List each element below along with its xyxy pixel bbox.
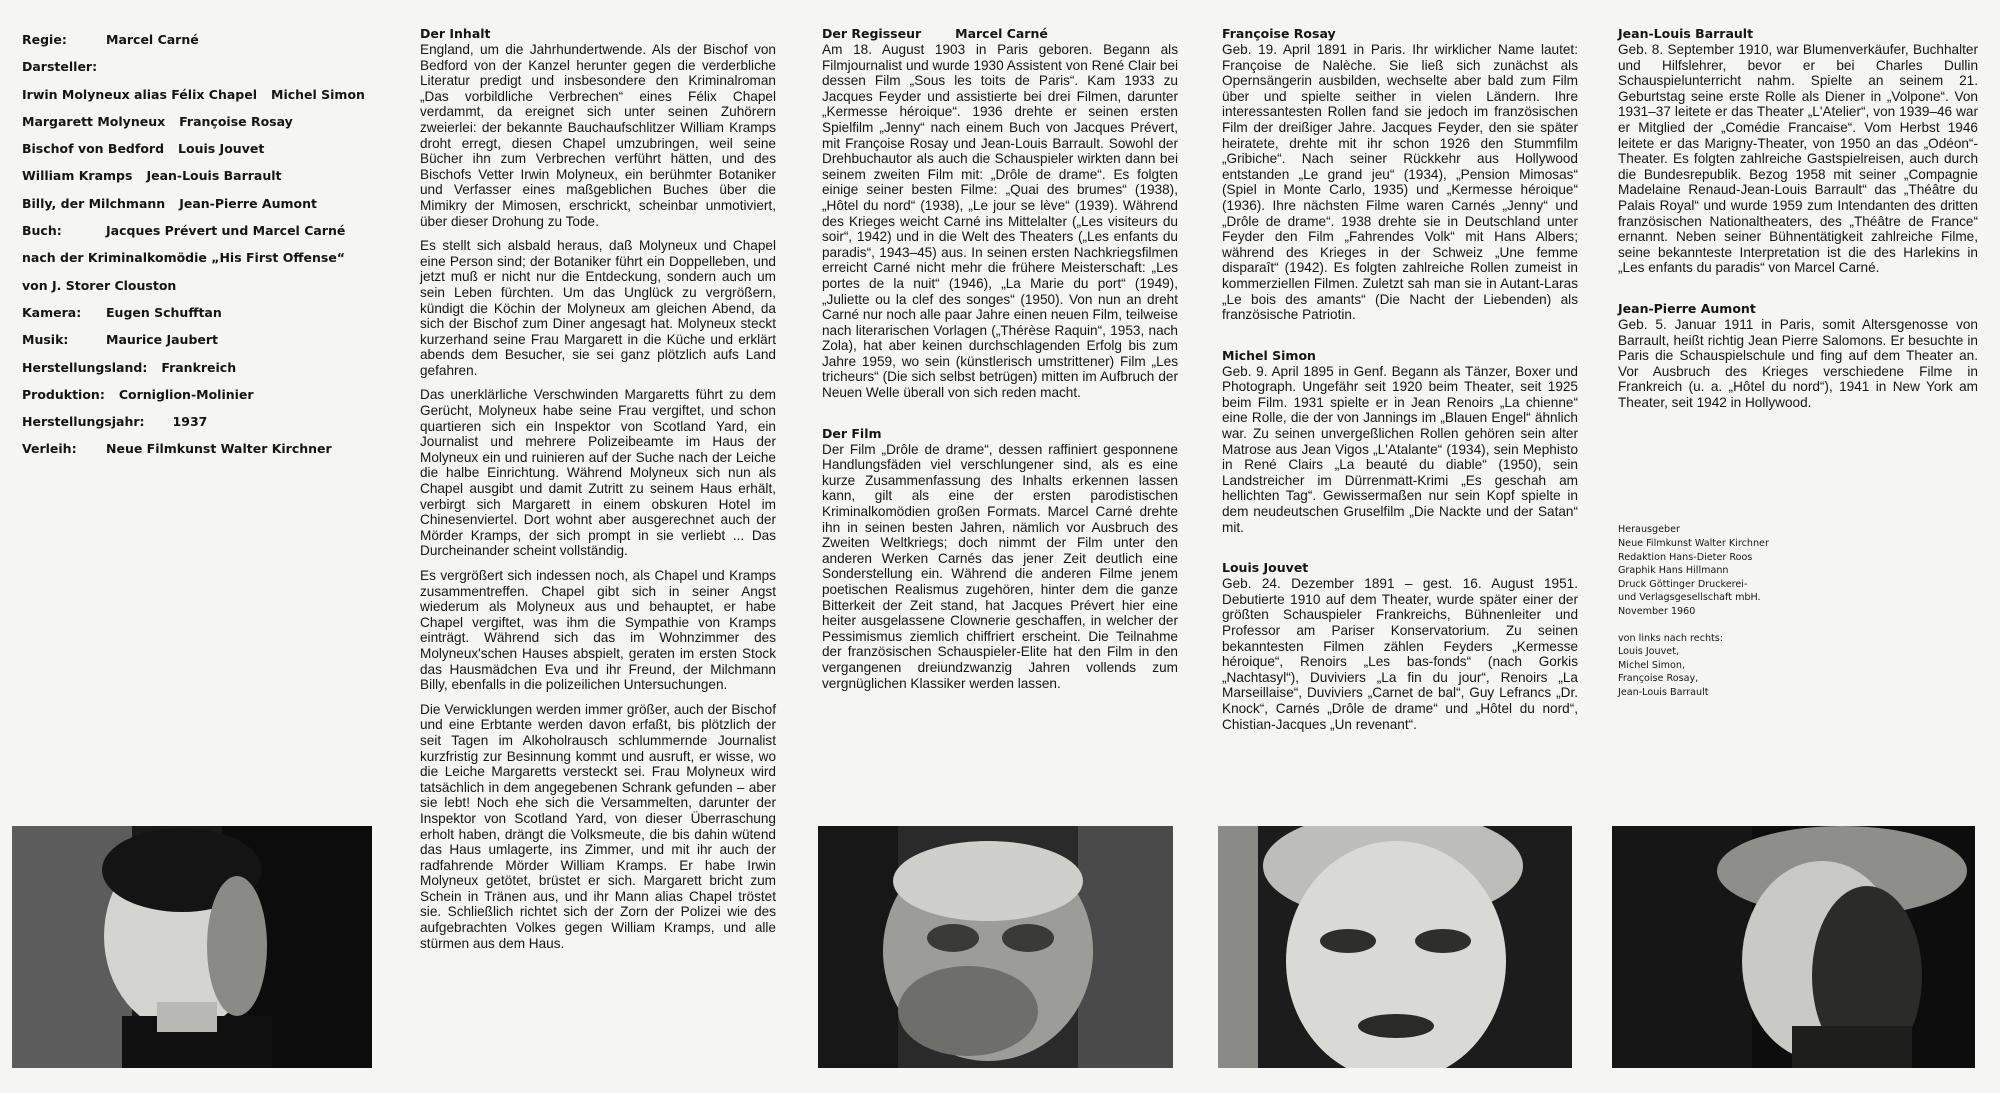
photo-michel-simon xyxy=(818,826,1173,1068)
section-title: Der Film xyxy=(822,425,882,441)
credit-row: Margarett Molyneux Françoise Rosay xyxy=(22,113,293,129)
credit-row: von J. Storer Clouston xyxy=(22,277,177,293)
paragraph: Geb. 5. Januar 1911 in Paris, somit Altersgenosse von Barrault, heißt richtig Jean Pierre Salomons. Er besuchte in Paris die Schauspielschule und fing auf dem Theater an. Vor Ausbruch des Krieges verschiedene Filme in Frankreich (u. a. „Hôtel du nord“), 1941 in New York am Theater, seit 1942 in Hollywood. xyxy=(1618,316,1978,410)
photo-jean-louis-barrault xyxy=(1612,826,1975,1068)
photo-francoise-rosay xyxy=(1218,826,1572,1068)
credit-row: nach der Kriminalkomödie „His First Offense“ xyxy=(22,250,346,266)
credit-row: Billy, der Milchmann Jean-Pierre Aumont xyxy=(22,195,317,211)
paragraph: Die Verwicklungen werden immer größer, auch der Bischof und eine Erbtante werden davon erfaßt, bis plötzlich der seit Tagen im Alkoholrausch schlummernde Journalist kurzfristig zur Besinnung kommt und ausruft, er wisse, wo die Leiche Margaretts versteckt sei. Frau Molyneux wird tatsächlich in dem angegebenen Schrank gefunden – aber sie lebt! Noch ehe sich die Versammelten, darunter der Inspektor von Scotland Yard, von dieser Überraschung erholt haben, drängt die Volksmeute, die bis dahin wütend das Haus umlagerte, ins Zimmer, und mit ihr auch der radfahrende Mörder William Kramps. Er habe Irwin Molyneux getötet, brüstet er sich. Margarett bricht zum Schein in Tränen aus, und ihr Mann alias Chapel tröstet sie. Schließlich richtet sich der Zorn der Polizei wie des aufgebrachten Volkes gegen William Kramps, und alle stürmen aus dem Haus. xyxy=(420,701,776,951)
portrait-image xyxy=(818,826,1173,1068)
actors-column xyxy=(1222,26,1578,741)
credit-row: Irwin Molyneux alias Félix Chapel Michel Simon xyxy=(22,86,365,102)
section-title: Der Regisseur Marcel Carné xyxy=(822,26,1048,41)
paragraph: Der Film „Drôle de drame“, dessen raffiniert gesponnene Handlungsfäden viel verschlungener sind, als es eine kurze Zusammenfassung des Inhalts erkennen lassen kann, gilt als eine der ersten parodistischen Kriminalkomödien großen Formats. Marcel Carné drehte ihn in seinen besten Jahren, nämlich vor Ausbruch des Zweiten Weltkriegs; doch nimmt der Film unter den anderen Werken Carnés das jener Zeit deutlich eine Sonderstellung ein. Während die anderen Filme jenem poetischen Realismus zugehören, hinter dem die ganze Bitterkeit der Zeit stand, hat Jacques Prévert hier eine heiter ausgelassene Clownerie geschaffen, in welcher der Pessimismus ziemlich chiffriert erscheint. Die Teilnahme der französischen Schauspieler-Elite hat den Film in den vergangenen dreiundzwanzig Jahren vollends zum vergnüglichen Klassiker werden lassen. xyxy=(822,441,1178,691)
portrait-image xyxy=(1218,826,1572,1068)
credit-row: Produktion: Corniglion-Molinier xyxy=(22,386,254,402)
credit-row: Buch: Jacques Prévert und Marcel Carné xyxy=(22,223,346,239)
paragraph: Geb. 9. April 1895 in Genf. Begann als Tänzer, Boxer und Photograph. Ungefähr seit 1920 beim Theater, seit 1925 beim Film. 1931 spielte er in Jean Renoirs „La chienne“ eine Rolle, die der von Jannings im „Blauen Engel“ ähnlich war. Zu seinen unvergeßlichen Rollen gehören sein alter Matrose aus Jean Vigos „L'Atalante“ (1934), sein Mephisto in René Clairs „La beauté du diable“ (1950), sein Landstreicher im Dürrenmatt-Krimi „Es geschah am hellichten Tag“. Gewissermaßen nur sein Kopf spielte in dem neudeutschen Gruselfilm „Die Nackte und der Satan“ mit. xyxy=(1222,363,1578,535)
credit-row: Verleih: Neue Filmkunst Walter Kirchner xyxy=(22,441,332,457)
section-title: Françoise Rosay xyxy=(1222,26,1336,41)
credit-row: Darsteller: xyxy=(22,59,98,75)
plot-column xyxy=(420,26,776,960)
credit-row: Herstellungsjahr: 1937 xyxy=(22,414,208,430)
director-column xyxy=(822,26,1178,700)
portrait-image xyxy=(1612,826,1975,1068)
paragraph: Am 18. August 1903 in Paris geboren. Begann als Filmjournalist und wurde 1930 Assistent von René Clair bei dessen Film „Sous les toits de Paris“. Kam 1933 zu Jacques Feyder und assistierte bei drei Filmen, darunter „Kermesse héroique“. 1936 drehte er seinen ersten Spielfilm „Jenny“ nach einem Buch von Jacques Prévert, mit Françoise Rosay und Jean-Louis Barrault. Sowohl der Drehbuchautor als auch die Schauspieler wirkten dann bei seinem zweiten Film mit: „Drôle de drame“. Es folgten einige seiner besten Filme: „Quai des brumes“ (1938), „Hôtel du nord“ (1938), „Le jour se lève“ (1939). Während des Krieges weicht Carné ins Mittelalter („Les visiteurs du soir“, 1942) und in die Welt des Theaters („Les enfants du paradis“, 1943–45) aus. In seinen ersten Nachkriegsfilmen erreicht Carné nicht mehr die frühere Meisterschaft: „Les portes de la nuit“ (1946), „La Marie du port“ (1949), „Juliette ou la clef des songes“ (1950). Von nun an dreht Carné nur noch alle paar Jahre einen neuen Film, teilweise nach literarischen Vorlagen („Thérèse Raquin“, 1953, nach Zola), hat aber keinen durchschlagenden Erfolg bis zum Jahre 1959, wo sein (künstlerisch umstrittener) Film „Les tricheurs“ (Die sich selbst betrügen) mitten im Aufbruch der Neuen Welle überall von sich reden macht. xyxy=(822,42,1178,401)
paragraph: Das unerklärliche Verschwinden Margaretts führt zu dem Gerücht, Molyneux habe seine Frau vergiftet, und schon quartieren sich ein Inspektor von Scotland Yard, ein Journalist und mehrere Polizeibeamte im Haus der Molyneux ein und ruinieren auf der Suche nach der Leiche die halbe Einrichtung. Während Molyneux sich nun als Chapel ausgibt und damit Zutritt zu seinem Haus erhält, verbirgt sich Margarett in einem obskuren Hotel im Chinesenviertel. Dort wohnt aber ausgerechnet auch der Mörder Kramps, der sich prompt in sie verliebt ... Das Durcheinander scheint vollständig. xyxy=(420,387,776,559)
section-title: Michel Simon xyxy=(1222,347,1316,363)
credit-row: Regie: Marcel Carné xyxy=(22,32,199,47)
paragraph: England, um die Jahrhundertwende. Als der Bischof von Bedford von der Kanzel herunter gegen die verderbliche Literatur predigt und insbesondere den Kriminalroman „Das vorbildliche Verbrechen“ eines Félix Chapel verdammt, da ereignet sich unter seinen Zuhörern zweierlei: der bekannte Bauchaufschlitzer William Kramps droht erregt, diesen Chapel umzubringen, weil seine Bücher ihn zum Verbrechen verführt hätten, und des Bischofs Vetter Irwin Molyneux, ein berühmter Botaniker und Verfasser eines maßgeblichen Buches über die Mimikry der Mimosen, erschrickt, scheinbar unmotiviert, über dieser Drohung zu Tode. xyxy=(420,42,776,229)
paragraph: Geb. 24. Dezember 1891 – gest. 16. August 1951. Debutierte 1910 auf dem Theater, wurde später einer der größten Schauspieler Frankreichs, Bühnenleiter und Professor am Pariser Konservatorium. Zu seinen bekanntesten Filmen zählen Feyders „Kermesse héroique“, Renoirs „Les bas-fonds“ (nach Gorkis „Nachtasyl“), Duviviers „La fin du jour“, Renoirs „La Marseillaise“, Duviviers „Carnet de bal“, Guy Lefrancs „Dr. Knock“, Carnés „Drôle de drame“ und „Hôtel du nord“, Chistian-Jacques „Un revenant“. xyxy=(1222,576,1578,732)
credit-row: William Kramps Jean-Louis Barrault xyxy=(22,168,282,184)
imprint: Herausgeber Neue Filmkunst Walter Kirchner Redaktion Hans-Dieter Roos Graphik Hans Hillmann Druck Göttinger Druckerei- und Verlagsgesellschaft mbH. November 1960 von links nach rechts: Louis Jouvet, Michel Simon, Françoise Rosay, Jean-Louis Barrault xyxy=(1618,524,1769,698)
photo-louis-jouvet xyxy=(12,826,372,1068)
paragraph: Es stellt sich alsbald heraus, daß Molyneux und Chapel eine Person sind; der Botaniker führt ein Doppelleben, und jetzt muß er nicht nur die Entdeckung, sondern auch um sein Leben fürchten. Um das Unglück zu vergrößern, kündigt die Köchin der Molyneux am gleichen Abend, da sich der Bischof zum Diner angesagt hat. Molyneux steckt kurzerhand seine Frau Margarett in die Küche und erklärt abends dem Besucher, sie sei ganz plötzlich aufs Land gefahren. xyxy=(420,238,776,378)
credit-row: Musik: Maurice Jaubert xyxy=(22,332,219,348)
section-title: Louis Jouvet xyxy=(1222,560,1309,576)
actors-column-2 xyxy=(1618,26,1978,700)
credit-row: Bischof von Bedford Louis Jouvet xyxy=(22,141,265,157)
section-title: Jean-Louis Barrault xyxy=(1618,26,1754,41)
paragraph: Geb. 19. April 1891 in Paris. Ihr wirklicher Name lautet: Françoise de Nalèche. Sie ließ sich zunächst als Opernsängerin ausbilden, wechselte aber bald zum Film über und spielte seither in vielen Ländern. Ihre interessantesten Rollen fand sie jedoch im französischen Film der dreißiger Jahre. Jacques Feyder, den sie später heiratete, drehte mit ihr schon 1926 den Stummfilm „Gribiche“. Nach seiner Rückkehr aus Hollywood entstanden „Le grand jeu“ (1934), „Pension Mimosas“ (Spiel in Monte Carlo, 1935) und „Kermesse héroique“ (1936). Ihre nächsten Filme waren Carnés „Jenny“ und „Drôle de drame“. 1938 drehte sie in Deutschland unter Feyder den Film „Fahrendes Volk“ mit Hans Albers; während des Krieges in der Schweiz „Une femme disparaît“ (1942). Es folgten zahlreiche Rollen zumeist in kommerziellen Filmen. Zuletzt sah man sie in Autant-Laras „Le bois des amants“ (Die Nacht der Liebenden) als französische Patriotin. xyxy=(1222,42,1578,323)
credit-row: Kamera: Eugen Schufftan xyxy=(22,304,222,320)
paragraph: Es vergrößert sich indessen noch, als Chapel und Kramps zusammentreffen. Chapel gibt sich in seiner Angst wiederum als Molyneux aus und behauptet, er habe Chapel vergiftet, was ihm die Sympathie von Kramps einträgt. Während sich das im Wohnzimmer des Molyneux'schen Hauses abspielt, geraten im ersten Stock das Hausmädchen Eva und ihr Freund, der Milchmann Billy, ebenfalls in die polizeilichen Untersuchungen. xyxy=(420,568,776,693)
section-title: Jean-Pierre Aumont xyxy=(1618,300,1756,316)
section-title: Der Inhalt xyxy=(420,26,491,41)
portrait-image xyxy=(12,826,372,1068)
credits-column xyxy=(22,26,367,463)
paragraph: Geb. 8. September 1910, war Blumenverkäufer, Buchhalter und Hilfslehrer, bevor er bei Charles Dullin Schauspielunterricht nahm. Spielte an seinem 21. Geburtstag seine erste Rolle als Diener in „Volpone“. Von 1931–37 leitete er das Theater „L'Atelier“, von 1939–46 war er Mitglied der „Comédie Francaise“. Vom Herbst 1946 leitete er das Marigny-Theater, von 1950 an das „Odéon“-Theater. Es folgten zahlreiche Gastspielreisen, auch durch die Bundesrepublik. Bezog 1958 mit seiner „Compagnie Madelaine Renaud-Jean-Louis Barrault“ das „Théâtre du Palais Royal“ und wurde 1959 zum Intendanten des dritten französischen Nationaltheaters, des „Théâtre de France“ ernannt. Neben seiner Bühnentätigkeit zahlreiche Filme, seine bekannteste Interpretation ist die des Harlekins in „Les enfants du paradis“ von Marcel Carné. xyxy=(1618,42,1978,276)
credit-row: Herstellungsland: Frankreich xyxy=(22,359,237,375)
